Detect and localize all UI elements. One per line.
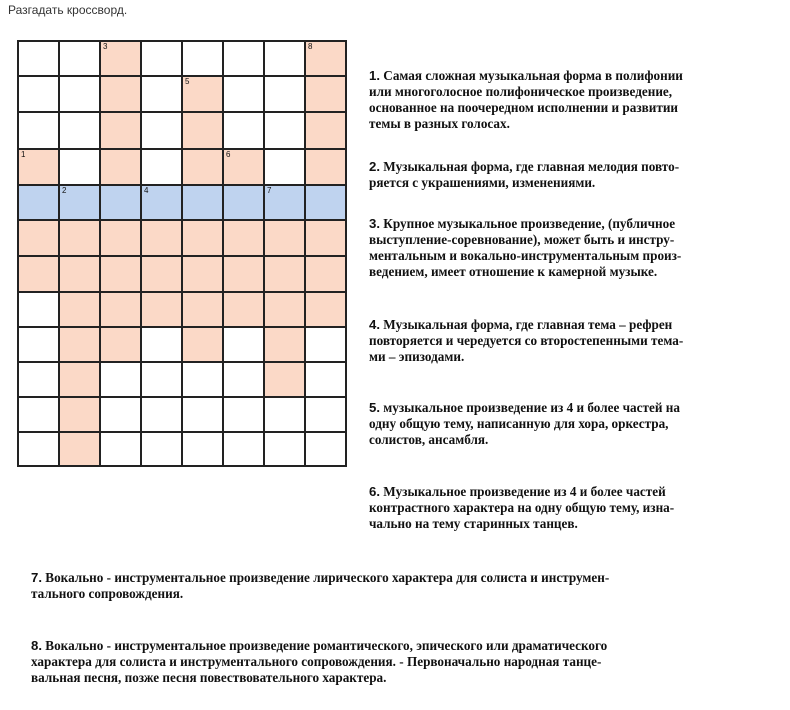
clue-number: 8. <box>31 638 42 653</box>
grid-cell-empty <box>100 397 141 432</box>
clue-number-label: 5 <box>185 77 190 86</box>
clue-text-line: ряется с украшениями, изменениями. <box>369 175 596 190</box>
grid-cell-empty <box>141 432 182 466</box>
clue-text-line: чально на тему старинных танцев. <box>369 516 578 531</box>
grid-cell-answer[interactable] <box>264 362 305 397</box>
crossword-grid <box>17 40 347 467</box>
grid-cell-answer[interactable] <box>182 149 223 185</box>
clue-8 <box>31 638 771 686</box>
grid-cell-answer[interactable] <box>223 149 264 185</box>
grid-cell-empty <box>182 41 223 76</box>
grid-cell-empty <box>223 112 264 149</box>
grid-cell-answer[interactable] <box>223 292 264 327</box>
grid-cell-empty <box>223 432 264 466</box>
clue-5 <box>369 400 769 448</box>
clue-number: 6. <box>369 484 380 499</box>
clue-text-line: Музыкальная форма, где главная тема – рефрен <box>383 317 673 332</box>
grid-cell-empty <box>141 362 182 397</box>
grid-cell-answer[interactable] <box>182 256 223 292</box>
grid-cell-answer[interactable] <box>223 220 264 256</box>
grid-cell-answer[interactable] <box>305 149 346 185</box>
clue-text-line: солистов, ансамбля. <box>369 432 489 447</box>
grid-cell-answer[interactable] <box>59 432 100 466</box>
clue-text-line: Вокально - инструментальное произведение романтического, эпического или драматического <box>45 638 608 653</box>
grid-cell-answer[interactable] <box>18 256 59 292</box>
grid-cell-answer[interactable] <box>305 41 346 76</box>
grid-cell-answer[interactable] <box>100 185 141 220</box>
grid-cell-empty <box>223 76 264 112</box>
clue-number-label: 8 <box>308 42 313 51</box>
clue-text-line: ментальным и вокально-инструментальным произ- <box>369 248 682 263</box>
grid-cell-empty <box>18 41 59 76</box>
grid-cell-answer[interactable] <box>59 397 100 432</box>
grid-cell-answer[interactable] <box>264 185 305 220</box>
grid-cell-answer[interactable] <box>141 220 182 256</box>
grid-cell-answer[interactable] <box>100 220 141 256</box>
clue-number-label: 4 <box>144 186 149 195</box>
grid-cell-empty <box>223 397 264 432</box>
clue-number-label: 3 <box>103 42 108 51</box>
clue-number: 7. <box>31 570 42 585</box>
grid-cell-answer[interactable] <box>59 292 100 327</box>
grid-cell-answer[interactable] <box>182 112 223 149</box>
clue-text-line: тального сопровождения. <box>31 586 184 601</box>
clue-1 <box>369 68 769 132</box>
clue-text-line: Самая сложная музыкальная форма в полифонии <box>383 68 683 83</box>
grid-cell-answer[interactable] <box>182 185 223 220</box>
grid-cell-answer[interactable] <box>264 327 305 362</box>
grid-cell-empty <box>305 432 346 466</box>
grid-cell-answer[interactable] <box>305 112 346 149</box>
grid-cell-empty <box>305 362 346 397</box>
grid-cell-empty <box>59 41 100 76</box>
grid-cell-answer[interactable] <box>141 256 182 292</box>
clue-3 <box>369 216 769 280</box>
clue-text-line: Крупное музыкальное произведение, (публичное <box>383 216 676 231</box>
clue-2 <box>369 159 769 191</box>
grid-cell-empty <box>141 327 182 362</box>
clue-4 <box>369 317 769 365</box>
grid-cell-empty <box>18 292 59 327</box>
grid-cell-empty <box>141 41 182 76</box>
grid-cell-empty <box>264 432 305 466</box>
grid-cell-answer[interactable] <box>305 76 346 112</box>
grid-cell-empty <box>59 112 100 149</box>
grid-cell-empty <box>100 432 141 466</box>
grid-cell-empty <box>264 41 305 76</box>
grid-cell-answer[interactable] <box>100 149 141 185</box>
grid-cell-empty <box>182 432 223 466</box>
grid-cell-empty <box>223 41 264 76</box>
grid-cell-answer[interactable] <box>182 76 223 112</box>
grid-cell-answer[interactable] <box>100 112 141 149</box>
clue-number-label: 6 <box>226 150 231 159</box>
grid-cell-answer[interactable] <box>141 185 182 220</box>
grid-cell-answer[interactable] <box>141 292 182 327</box>
clue-6 <box>369 484 769 532</box>
clue-text-line: контрастного характера на одну общую тему, изна- <box>369 500 675 515</box>
clue-text-line: или многоголосное полифоническое произведение, <box>369 84 673 99</box>
clue-text-line: характера для солиста и инструментального сопровождения. - Первоначально народная танце- <box>31 654 602 669</box>
grid-cell-empty <box>18 362 59 397</box>
grid-cell-answer[interactable] <box>59 256 100 292</box>
clue-text-line: Музыкальное произведение из 4 и более частей <box>383 484 666 499</box>
grid-cell-answer[interactable] <box>100 292 141 327</box>
grid-cell-empty <box>264 112 305 149</box>
grid-cell-answer[interactable] <box>223 185 264 220</box>
grid-cell-empty <box>305 397 346 432</box>
grid-cell-empty <box>100 362 141 397</box>
clue-7 <box>31 570 771 602</box>
grid-cell-answer[interactable] <box>59 220 100 256</box>
task-title: Разгадать кроссворд. <box>8 3 128 17</box>
grid-cell-empty <box>182 362 223 397</box>
grid-cell-answer[interactable] <box>59 362 100 397</box>
clue-text-line: одну общую тему, написанную для хора, оркестра, <box>369 416 669 431</box>
clue-number: 1. <box>369 68 380 83</box>
grid-cell-empty <box>18 327 59 362</box>
grid-cell-empty <box>18 76 59 112</box>
grid-cell-answer[interactable] <box>100 256 141 292</box>
grid-cell-answer[interactable] <box>264 256 305 292</box>
grid-cell-answer[interactable] <box>182 292 223 327</box>
grid-cell-answer[interactable] <box>223 256 264 292</box>
grid-cell-empty <box>223 327 264 362</box>
grid-cell-answer[interactable] <box>18 220 59 256</box>
grid-cell-answer[interactable] <box>59 185 100 220</box>
clue-text-line: Музыкальная форма, где главная мелодия повто- <box>383 159 680 174</box>
grid-cell-empty <box>223 362 264 397</box>
clue-text-line: ведением, имеет отношение к камерной музыке. <box>369 264 658 279</box>
clue-text-line: вальная песня, позже песня повествовательного характера. <box>31 670 387 685</box>
clue-number: 4. <box>369 317 380 332</box>
grid-cell-empty <box>141 112 182 149</box>
clue-number-label: 1 <box>21 150 26 159</box>
clue-number-label: 7 <box>267 186 272 195</box>
clue-text-line: основанное на поочередном исполнении и развитии <box>369 100 679 115</box>
grid-cell-answer[interactable] <box>305 292 346 327</box>
grid-cell-answer[interactable] <box>100 76 141 112</box>
grid-cell-answer[interactable] <box>264 220 305 256</box>
grid-cell-empty <box>264 397 305 432</box>
grid-cell-empty <box>264 76 305 112</box>
grid-cell-empty <box>141 149 182 185</box>
grid-cell-answer[interactable] <box>100 327 141 362</box>
clue-text-line: музыкальное произведение из 4 и более частей на <box>383 400 680 415</box>
grid-cell-answer[interactable] <box>305 220 346 256</box>
grid-cell-empty <box>18 397 59 432</box>
clue-number-label: 2 <box>62 186 67 195</box>
grid-cell-empty <box>182 397 223 432</box>
clue-text-line: темы в разных голосах. <box>369 116 510 131</box>
grid-cell-answer[interactable] <box>305 256 346 292</box>
grid-cell-answer[interactable] <box>182 220 223 256</box>
grid-cell-empty <box>59 149 100 185</box>
grid-cell-answer[interactable] <box>264 292 305 327</box>
clue-number: 3. <box>369 216 380 231</box>
clue-text-line: выступление-соревнование), может быть и инстру- <box>369 232 675 247</box>
grid-cell-answer[interactable] <box>182 327 223 362</box>
grid-cell-empty <box>264 149 305 185</box>
clue-text-line: ми – эпизодами. <box>369 349 465 364</box>
clue-text-line: повторяется и чередуется со второстепенными тема- <box>369 333 684 348</box>
grid-cell-answer[interactable] <box>305 185 346 220</box>
grid-cell-empty <box>18 112 59 149</box>
clue-number: 5. <box>369 400 380 415</box>
clue-text-line: Вокально - инструментальное произведение лирического характера для солиста и инструмен- <box>45 570 610 585</box>
grid-cell-empty <box>18 432 59 466</box>
grid-cell-empty <box>141 397 182 432</box>
clue-number: 2. <box>369 159 380 174</box>
grid-cell-answer[interactable] <box>100 41 141 76</box>
grid-cell-answer[interactable] <box>59 327 100 362</box>
grid-cell-answer[interactable] <box>18 149 59 185</box>
grid-cell-empty <box>59 76 100 112</box>
grid-cell-empty <box>305 327 346 362</box>
grid-cell-empty <box>141 76 182 112</box>
grid-cell-answer[interactable] <box>18 185 59 220</box>
